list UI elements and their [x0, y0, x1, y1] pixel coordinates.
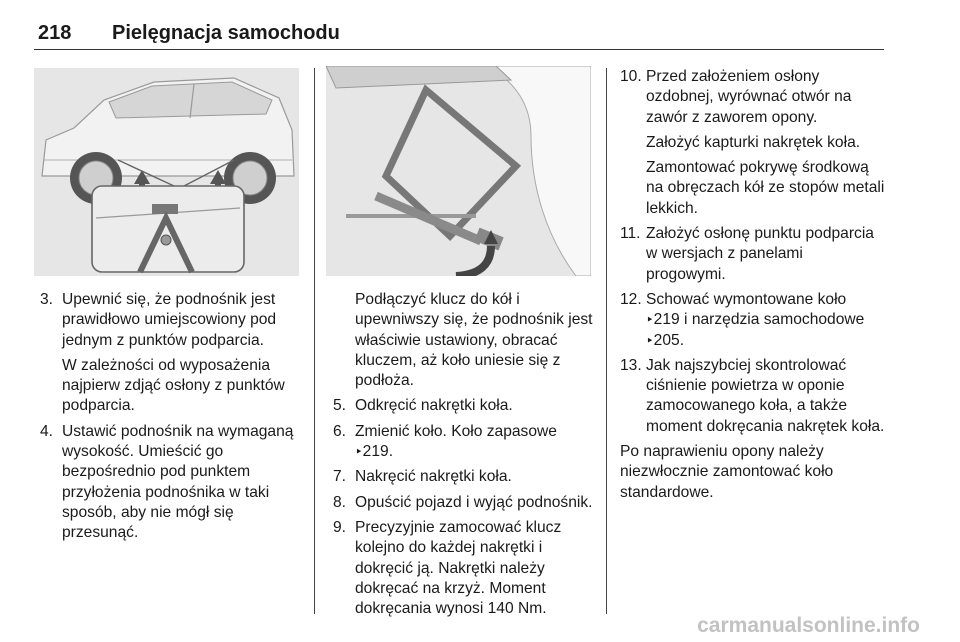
- item-text: Schować wymontowane koło: [646, 290, 847, 308]
- item-subparagraph: Założyć kapturki nakrętek koła.: [646, 133, 861, 151]
- item-text: Zmienić koło. Koło zapasowe: [355, 422, 557, 440]
- list-item: [333, 467, 599, 487]
- page-reference-link[interactable]: ‣ 205.: [646, 332, 684, 349]
- list-item: [40, 290, 308, 351]
- item-text: Opuścić pojazd i wyjąć podnośnik.: [355, 493, 593, 511]
- item-text: Upewnić się, że podnośnik jest prawidłowo umiejscowiony pod jednym z punktów podparcia.: [62, 291, 277, 349]
- list-item: [620, 224, 886, 285]
- list-item: [333, 396, 599, 416]
- list-item: [40, 422, 308, 544]
- column-divider-1: [314, 68, 315, 614]
- item-text: Założyć osłonę punktu podparcia w wersjach z panelami progowymi.: [646, 225, 874, 283]
- item-text: Precyzyjnie zamocować klucz kolejno do każdej nakrętki i dokręcić ją. Nakrętki należy dokręcać na krzyż. Moment dokręcania wynosi 140 Nm.: [355, 518, 562, 618]
- item-text: Nakręcić nakrętki koła.: [355, 468, 512, 486]
- item-number: 3.: [40, 291, 54, 308]
- figure-jack-crank: [326, 66, 591, 276]
- column-1: [40, 290, 308, 549]
- item-number: 6.: [333, 422, 347, 440]
- item-number: 5.: [333, 397, 347, 415]
- item-number: 12.: [620, 290, 642, 308]
- item-subparagraph: W zależności od wyposażenia najpierw zdjąć osłony z punktów podparcia.: [62, 356, 285, 415]
- item-number: 9.: [333, 518, 347, 536]
- list-item: [333, 493, 599, 513]
- item-number: 11.: [620, 225, 641, 243]
- header-rule: [34, 49, 884, 50]
- list-item: [620, 290, 886, 351]
- item-number: 7.: [333, 468, 347, 486]
- page-reference-link[interactable]: ‣ 219.: [355, 443, 393, 460]
- closing-paragraph: Po naprawieniu opony należy niezwłocznie zamontować koło standardowe.: [620, 443, 834, 501]
- item-number: 8.: [333, 493, 347, 511]
- page-header: [38, 22, 340, 45]
- item-text: Jak najszybciej skontrolować ciśnienie powietrza w oponie zamocowanego koła, a także moment dokręcania nakrętek koła.: [646, 356, 885, 435]
- item-text: Odkręcić nakrętki koła.: [355, 397, 513, 415]
- item-subparagraph: Zamontować pokrywę środkową na obręczach kół ze stopów metali lekkich.: [646, 159, 885, 217]
- list-item: [620, 67, 886, 128]
- item-text: Ustawić podnośnik na wymaganą wysokość. Umieścić go bezpośrednio pod punktem przyłożenia podnośnika w taki sposób, aby nie mógł się przesunąć.: [62, 422, 294, 542]
- column-2: [333, 290, 599, 624]
- figure-car-jack-points: [34, 68, 299, 276]
- column-divider-2: [606, 68, 607, 614]
- item-number: 10.: [620, 68, 642, 85]
- jack-crank-illustration: [326, 66, 591, 276]
- page-title: Pielęgnacja samochodu: [112, 22, 340, 44]
- car-jack-illustration: [34, 68, 299, 276]
- intro-paragraph: Podłączyć klucz do kół i upewniwszy się, że podnośnik jest właściwie ustawiony, obracać kluczem, aż koło uniesie się z podłoża.: [355, 291, 593, 390]
- item-number: 13.: [620, 356, 642, 374]
- list-item: [620, 356, 886, 437]
- column-3: [620, 67, 886, 503]
- list-item: [333, 518, 599, 619]
- page-reference-link[interactable]: ‣ 219 i narzędzia samochodowe: [646, 311, 864, 328]
- item-number: 4.: [40, 422, 54, 440]
- watermark: carmanualsonline.info: [697, 614, 920, 637]
- list-item: [333, 422, 599, 463]
- item-text: Przed założeniem osłony ozdobnej, wyrównać otwór na zawór z zaworem opony.: [646, 68, 852, 126]
- page-number: 218: [38, 22, 72, 44]
